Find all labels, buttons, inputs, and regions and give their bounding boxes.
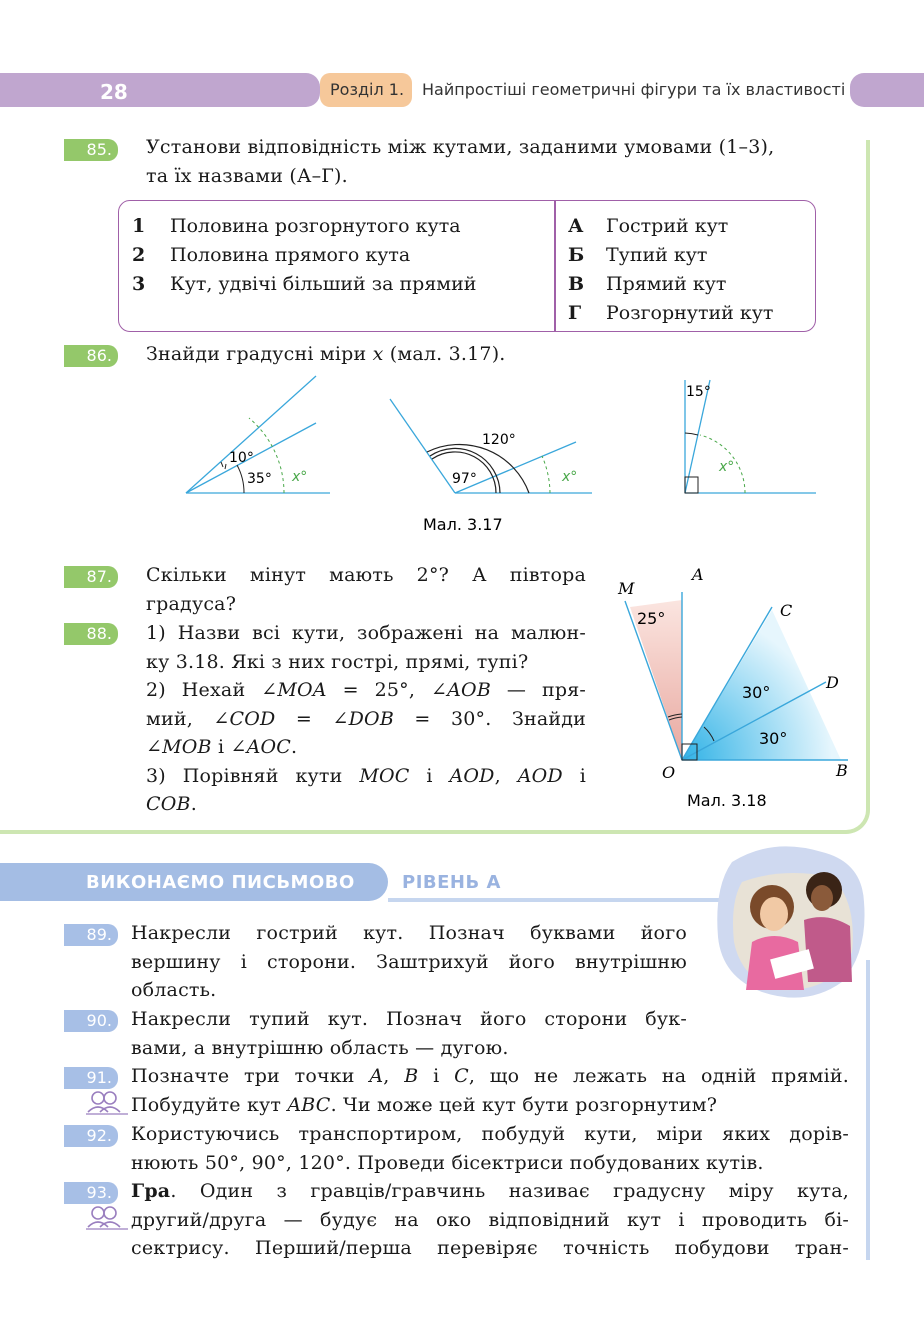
fig318-label-D: D [826, 673, 839, 692]
ex90-text: Накресли тупий кут. Познач його сторони бук- вами, а внутрішню область — дугою. [131, 1008, 687, 1059]
fig318-label-M: M [618, 579, 635, 598]
chapter-title: Найпростіші геометричні фігури та їх властивості [422, 80, 846, 99]
fig1-label-35: 35° [247, 471, 272, 487]
pair-work-icon-93 [86, 1205, 128, 1231]
fig318-label-30b: 30° [759, 729, 788, 748]
fig318-label-30a: 30° [742, 683, 771, 702]
fig1-label-10: 10° [229, 450, 254, 466]
ex85-line1: Установи відповідність між кутами, заданими умовами (1–3), [146, 136, 775, 158]
ex88-text: 1) Назви всі кути, зображені на малюн- ку 3.18. Які з них гострі, прямі, тупі? 2) Нехай ∠MOA = 25°, ∠AOB — пря- мий, ∠COD = ∠DOB = 30°. Знайди ∠MOB і ∠AOC. 3) Порівняй кути MOC і AOD, AOD і COB. [146, 622, 587, 815]
ex89-text: Накресли гострий кут. Познач буквами його вершину і сторони. Заштрихуй його внутрішню область. [131, 922, 687, 1001]
match-item-v: В Прямий кут [568, 273, 727, 295]
ex85-line2: та їх назвами (А–Г). [146, 165, 348, 187]
match-item-a: А Гострий кут [568, 215, 729, 237]
fig3-label-x: x° [719, 459, 735, 475]
exercise-number-90: 90. [64, 1010, 118, 1032]
fig2-label-97: 97° [452, 471, 477, 487]
fig318-label-C: C [780, 601, 793, 620]
section-title: ВИКОНАЄМО ПИСЬМОВО [86, 872, 355, 893]
exercise-number-93: 93. [64, 1182, 118, 1204]
section-level: РІВЕНЬ А [402, 872, 501, 893]
ex91-text: Позначте три точки A, B і C, що не лежать на одній прямій. Побудуйте кут ABC. Чи може цей кут бути розгорнутим? [131, 1065, 849, 1116]
exercise-number-87: 87. [64, 566, 118, 588]
exercise-number-89: 89. [64, 924, 118, 946]
pair-work-icon [86, 1090, 128, 1116]
ex87-line1: Скільки мінут мають 2°? А півтора [146, 564, 586, 586]
figure-caption-3-18: Мал. 3.18 [687, 791, 767, 810]
match-item-1: 1 Половина розгорнутого кута [132, 215, 461, 237]
fig318-label-A: A [692, 565, 704, 584]
section-underline [388, 898, 728, 902]
match-item-2: 2 Половина прямого кута [132, 244, 411, 266]
fig1-label-x: x° [292, 469, 308, 485]
fig2-label-120: 120° [482, 432, 516, 448]
ex87-line2: градуса? [146, 593, 237, 615]
match-item-b: Б Тупий кут [568, 244, 708, 266]
page-number: 28 [100, 80, 128, 104]
fig3-label-15: 15° [686, 384, 711, 400]
exercise-number-91: 91. [64, 1067, 118, 1089]
chapter-label: Розділ 1. [330, 80, 405, 99]
ex93-text: Гра. Один з гравців/гравчинь називає градусну міру кута, другий/друга — будує на око відповідний кут і проводить бі- сектрису. Перший/перша перевіряє точність побудови тран- [131, 1180, 849, 1259]
fig318-label-O: O [662, 763, 676, 782]
match-item-g: Г Розгорнутий кут [568, 302, 774, 324]
match-item-3: 3 Кут, удвічі більший за прямий [132, 273, 477, 295]
figure-caption-3-17: Мал. 3.17 [423, 515, 503, 534]
ex86-text: Знайди градусні міри x (мал. 3.17). [146, 343, 506, 365]
fig318-label-B: B [836, 761, 848, 780]
section-side-line [866, 960, 870, 1260]
fig318-label-25: 25° [637, 609, 666, 628]
fig2-label-x: x° [562, 469, 578, 485]
exercise-number-85: 85. [64, 139, 118, 161]
exercise-number-86: 86. [64, 345, 118, 367]
students-photo [712, 842, 868, 1002]
ex92-text: Користуючись транспортиром, побудуй кути, міри яких дорів- нюють 50°, 90°, 120°. Проведи бісектриси побудованих кутів. [131, 1123, 849, 1174]
exercise-number-92: 92. [64, 1125, 118, 1147]
exercise-number-88: 88. [64, 623, 118, 645]
